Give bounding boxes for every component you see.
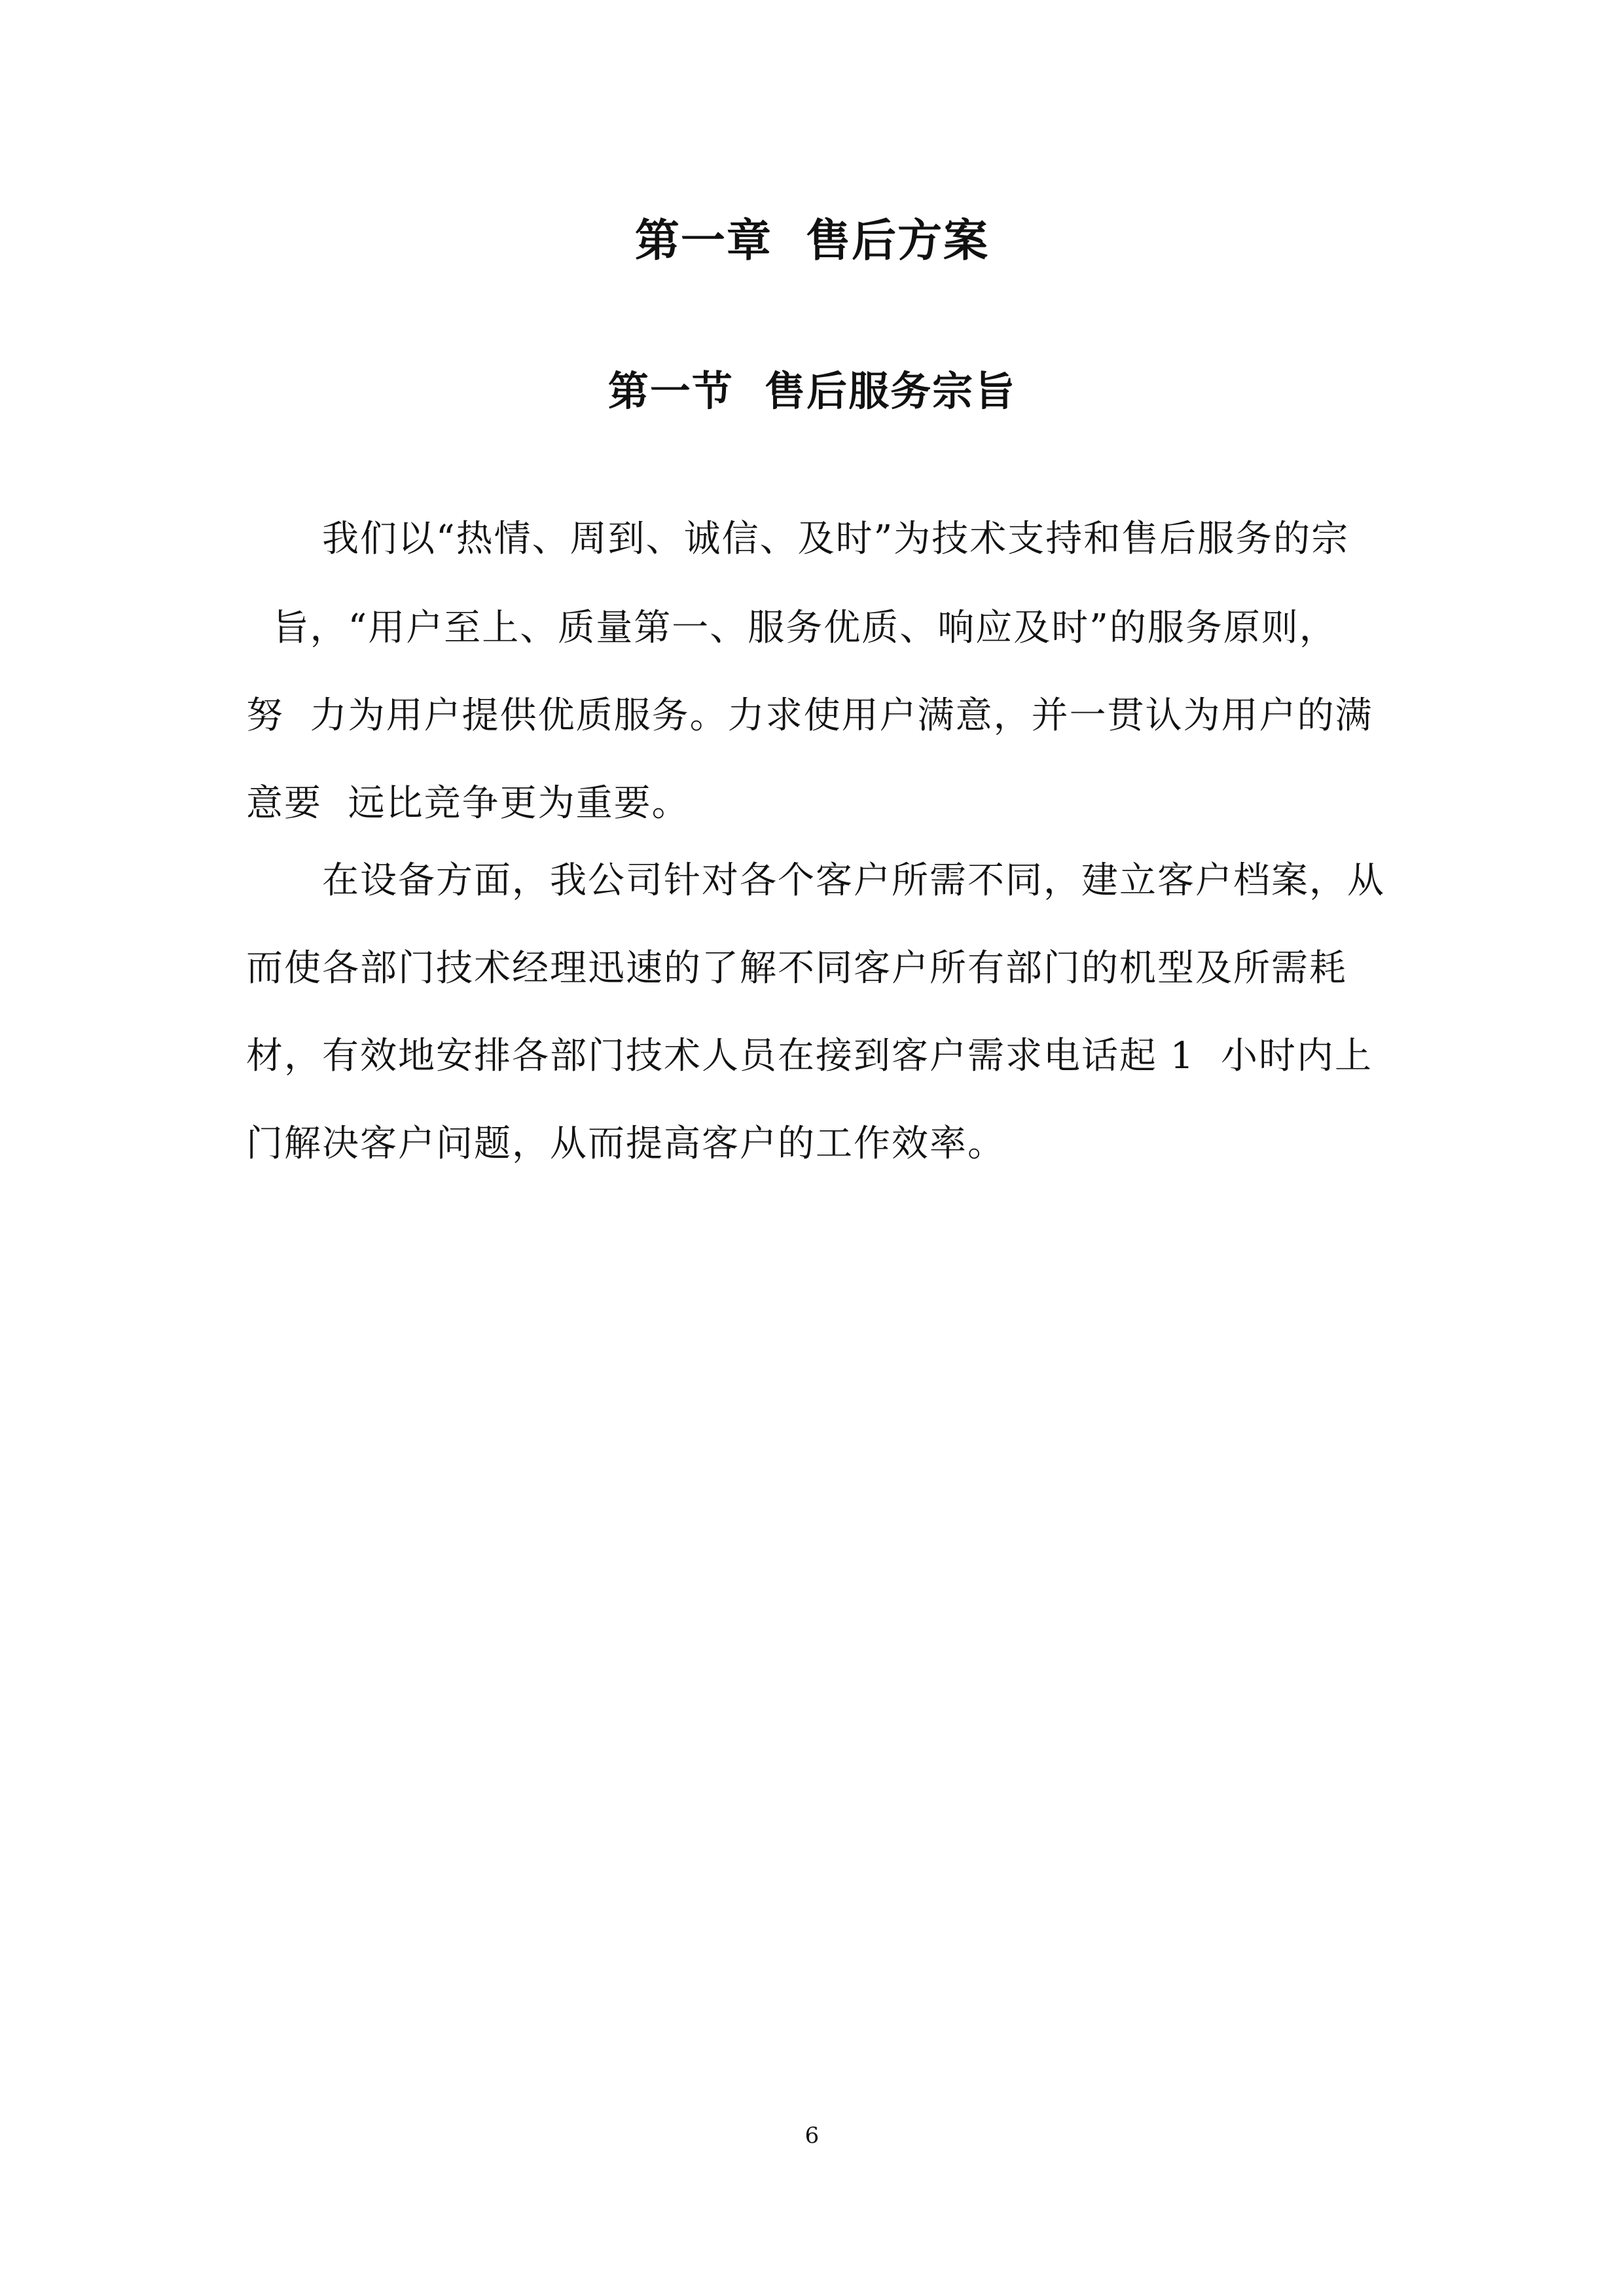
paragraph-line: 材，有效地安排各部门技术人员在接到客户需求电话起 1 小时内上 <box>246 1035 1373 1077</box>
paragraph-line: 而使各部门技术经理迅速的了解不同客户所有部门的机型及所需耗 <box>246 947 1347 990</box>
chapter-title: 第一章 售后方案 <box>634 215 990 267</box>
page-number: 6 <box>804 2123 820 2149</box>
paragraph-line: 努 力为用户提供优质服务。力求使用户满意，并一贯认为用户的满 <box>246 694 1373 737</box>
paragraph-line: 门解决客户问题，从而提高客户的工作效率。 <box>246 1122 1005 1165</box>
section-title: 第一节 售后服务宗旨 <box>607 367 1017 415</box>
paragraph-line: 我们以“热情、周到、诚信、及时”为技术支持和售后服务的宗 <box>322 518 1350 560</box>
paragraph-line: 在设备方面，我公司针对各个客户所需不同，建立客户档案，从 <box>322 859 1385 902</box>
paragraph-line: 意要 远比竞争更为重要。 <box>246 782 690 825</box>
paragraph-line: 旨，“用户至上、质量第一、服务优质、响应及时”的服务原则， <box>246 607 1337 649</box>
